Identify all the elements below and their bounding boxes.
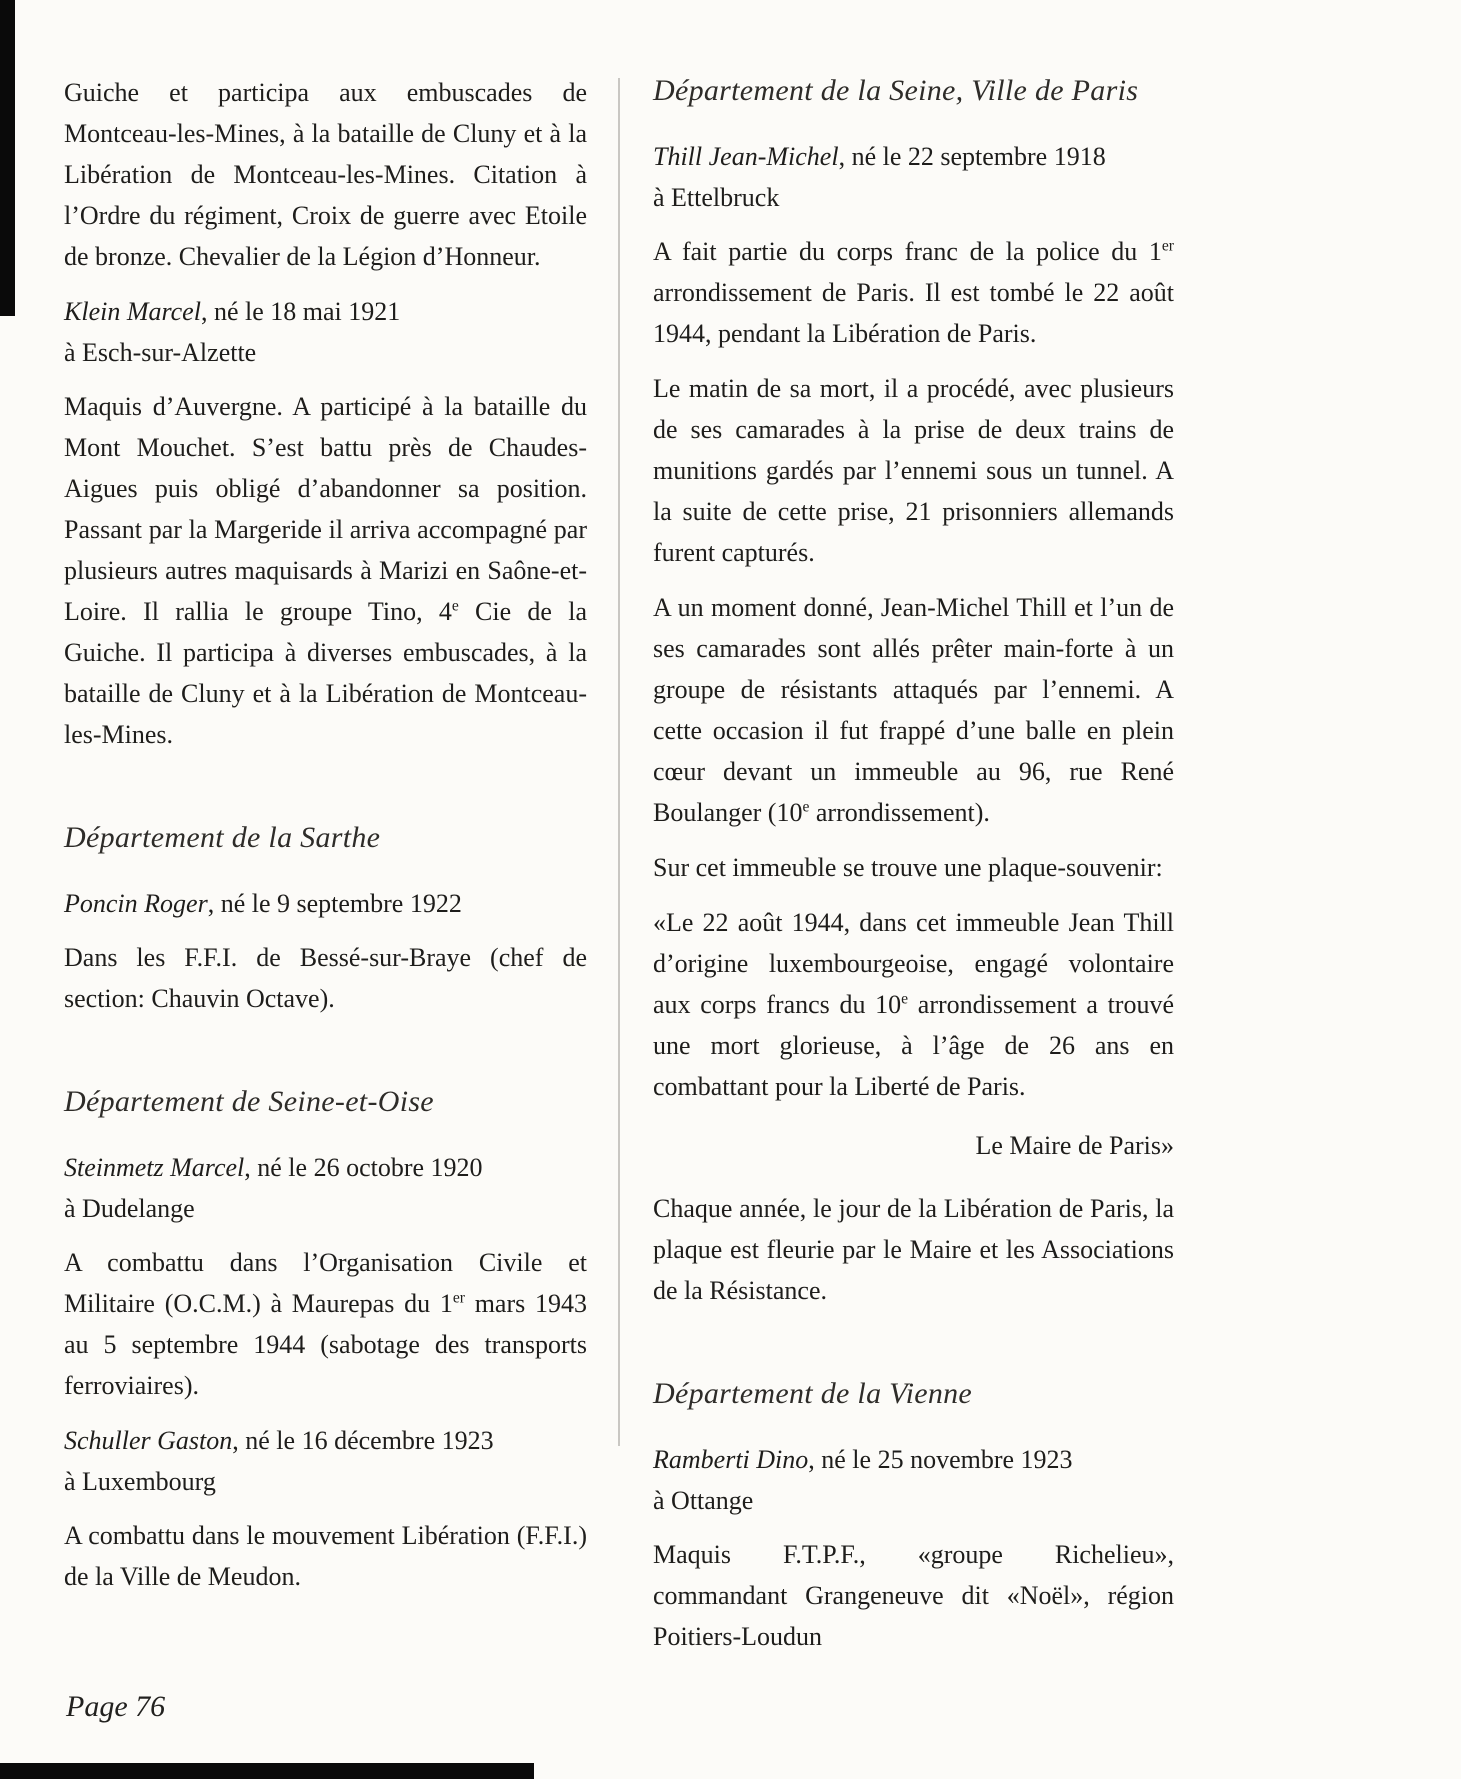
ordinal-superscript: e bbox=[901, 990, 909, 1008]
paragraph: Sur cet immeuble se trouve une plaque-souvenir: bbox=[653, 853, 1163, 882]
entry-header bbox=[64, 883, 587, 924]
birthplace-line: à Esch-sur-Alzette bbox=[64, 338, 257, 367]
paragraph: Maquis d’Auvergne. A participé à la bataille du Mont Mouchet. S’est battu près de Chaudes-Aigues puis obligé d’abandonner sa position. Passant par la Margeride il arriva accompagné par plusieurs autres maquisards à Marizi en Saône-et-Loire. Il rallia le groupe Tino, 4e Cie de la Guiche. Il participa à diverses embuscades, à la bataille de Cluny et à la Libération de Montceau-les-Mines. bbox=[64, 392, 587, 749]
birthplace-line: à Ottange bbox=[653, 1486, 754, 1515]
paragraph: Guiche et participa aux embuscades de Montceau-les-Mines, à la bataille de Cluny et à la Libération de Montceau-les-Mines. Citation à l’Ordre du régiment, Croix de guerre avec Etoile de bronze. Chevalier de la Légion d’Honneur. bbox=[64, 78, 587, 271]
birthplace-line: à Dudelange bbox=[64, 1194, 195, 1223]
entry-name-line: Ramberti Dino, né le 25 novembre 1923 bbox=[653, 1445, 1073, 1474]
person-name: Klein Marcel bbox=[64, 297, 201, 326]
paragraph: A fait partie du corps franc de la police du 1er arrondissement de Paris. Il est tombé le 22 août 1944, pendant la Libération de Paris. bbox=[653, 237, 1174, 348]
scan-artifact-bottom-edge bbox=[0, 1763, 534, 1779]
entry-name-line: Steinmetz Marcel, né le 26 octobre 1920 bbox=[64, 1153, 483, 1182]
entry-name-line: Klein Marcel, né le 18 mai 1921 bbox=[64, 297, 401, 326]
paragraph: A combattu dans l’Organisation Civile et Militaire (O.C.M.) à Maurepas du 1er mars 1943 au 5 septembre 1944 (sabotage des transports ferroviaires). bbox=[64, 1248, 587, 1400]
paragraph: A combattu dans le mouvement Libération (F.F.I.) de la Ville de Meudon. bbox=[64, 1521, 587, 1591]
entry-name-line: Poncin Roger, né le 9 septembre 1922 bbox=[64, 889, 462, 918]
entry-name-line: Thill Jean-Michel, né le 22 septembre 1918 bbox=[653, 142, 1106, 171]
page-number: Page 76 bbox=[66, 1690, 166, 1723]
birthplace-line: à Luxembourg bbox=[64, 1467, 216, 1496]
person-name: Schuller Gaston bbox=[64, 1426, 233, 1455]
signature-line: Le Maire de Paris» bbox=[975, 1131, 1174, 1160]
scan-artifact-left-edge bbox=[0, 0, 15, 316]
ordinal-superscript: er bbox=[1161, 237, 1174, 255]
entry-header bbox=[64, 291, 587, 373]
person-name: Steinmetz Marcel bbox=[64, 1153, 245, 1182]
entry-header bbox=[653, 1439, 1174, 1521]
text-column-right bbox=[653, 72, 1174, 1671]
entry-name-line: Schuller Gaston, né le 16 décembre 1923 bbox=[64, 1426, 494, 1455]
paragraph: Le matin de sa mort, il a procédé, avec plusieurs de ses camarades à la prise de deux trains de munitions gardés par l’ennemi sous un tunnel. A la suite de cette prise, 21 prisonniers allemands furent capturés. bbox=[653, 374, 1174, 567]
section-heading: Département de Seine-et-Oise bbox=[64, 1085, 434, 1118]
text-column-left bbox=[64, 72, 587, 1611]
paragraph: Chaque année, le jour de la Libération de Paris, la plaque est fleurie par le Maire et les Associations de la Résistance. bbox=[653, 1194, 1174, 1305]
entry-header bbox=[64, 1420, 587, 1502]
birthplace-line: à Ettelbruck bbox=[653, 183, 780, 212]
paragraph: A un moment donné, Jean-Michel Thill et l’un de ses camarades sont allés prêter main-forte à un groupe de résistants attaqués par l’ennemi. A cette occasion il fut frappé d’une balle en plein cœur devant un immeuble au 96, rue René Boulanger (10e arrondissement). bbox=[653, 593, 1174, 827]
paragraph: Maquis F.T.P.F., «groupe Richelieu», commandant Grangeneuve dit «Noël», région Poitiers-Loudun bbox=[653, 1540, 1174, 1651]
entry-header bbox=[64, 1147, 587, 1229]
paragraph: Dans les F.F.I. de Bessé-sur-Braye (chef de section: Chauvin Octave). bbox=[64, 943, 587, 1013]
paragraph: «Le 22 août 1944, dans cet immeuble Jean Thill d’origine luxembourgeoise, engagé volontaire aux corps francs du 10e arrondissement a trouvé une mort glorieuse, à l’âge de 26 ans en combattant pour la Liberté de Paris. bbox=[653, 908, 1174, 1101]
ordinal-superscript: e bbox=[451, 597, 459, 615]
ordinal-superscript: er bbox=[452, 1289, 465, 1307]
section-heading: Département de la Sarthe bbox=[64, 821, 381, 854]
section-heading: Département de la Seine, Ville de Paris bbox=[653, 74, 1139, 107]
column-divider bbox=[618, 78, 620, 1446]
entry-header bbox=[653, 136, 1174, 218]
person-name: Thill Jean-Michel bbox=[653, 142, 839, 171]
person-name: Ramberti Dino bbox=[653, 1445, 809, 1474]
person-name: Poncin Roger bbox=[64, 889, 208, 918]
section-heading: Département de la Vienne bbox=[653, 1377, 973, 1410]
ordinal-superscript: e bbox=[802, 798, 810, 816]
